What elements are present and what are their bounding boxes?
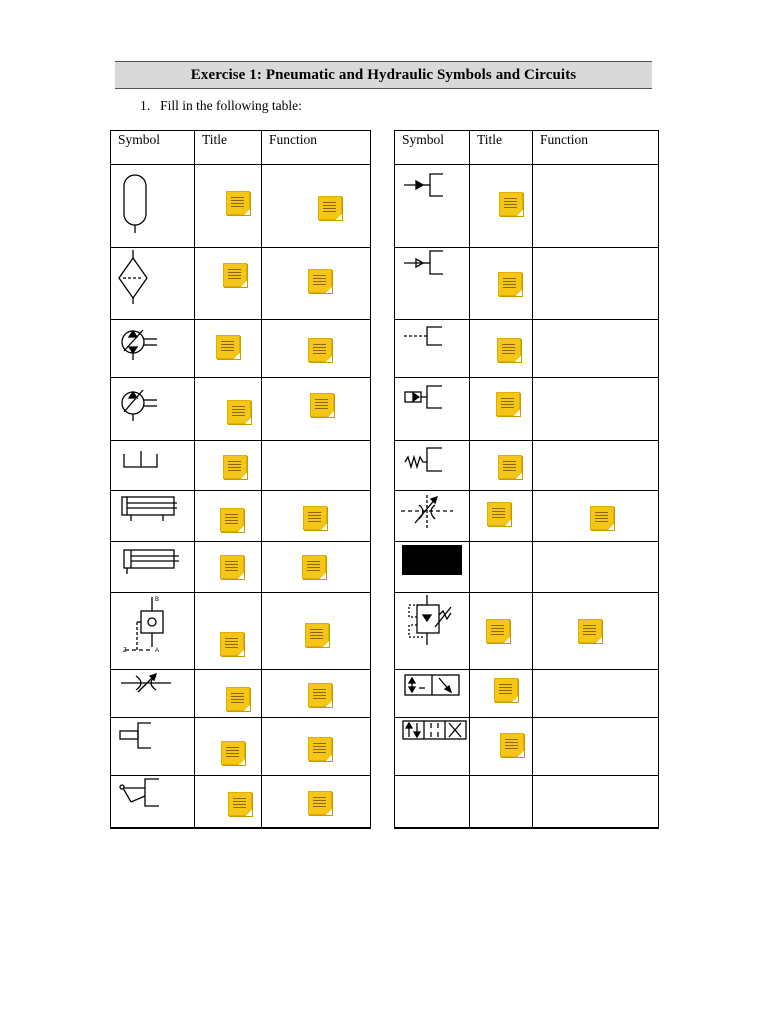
page-title-text: Exercise 1: Pneumatic and Hydraulic Symbols and Circuits: [190, 66, 577, 83]
sticky-note-icon[interactable]: [227, 400, 251, 424]
sticky-note-icon[interactable]: [487, 502, 511, 526]
sticky-note-icon[interactable]: [223, 455, 247, 479]
manual-actuator-icon: [111, 718, 195, 776]
table-row: [395, 718, 659, 776]
table-row: [395, 378, 659, 441]
table-row: [111, 248, 371, 320]
sticky-note-icon[interactable]: [578, 619, 602, 643]
table-row: [395, 776, 659, 828]
table-row: [395, 441, 659, 491]
sticky-note-icon[interactable]: [486, 619, 510, 643]
solenoid-pilot-icon: [395, 378, 470, 441]
pilot-line-icon: [395, 320, 470, 378]
variable-restrictor-icon: [111, 670, 195, 718]
sticky-note-icon[interactable]: [216, 335, 240, 359]
sticky-note-icon[interactable]: [499, 192, 523, 216]
col-header-title: Title: [470, 131, 533, 165]
sticky-note-icon[interactable]: [221, 741, 245, 765]
sticky-note-icon[interactable]: [590, 506, 614, 530]
svg-text:Z: Z: [123, 648, 127, 654]
svg-text:B: B: [155, 597, 160, 603]
sticky-note-icon[interactable]: [310, 393, 334, 417]
check-valve-icon: [111, 593, 195, 670]
empty-icon: [395, 776, 470, 828]
table-row: [111, 441, 371, 491]
sticky-note-icon[interactable]: [303, 506, 327, 530]
table-row: [111, 670, 371, 718]
sticky-note-icon[interactable]: [308, 338, 332, 362]
col-header-symbol: Symbol: [395, 131, 470, 165]
col-header-symbol: Symbol: [111, 131, 195, 165]
table-row: [395, 670, 659, 718]
filter-icon: [111, 248, 195, 320]
instruction-number: 1.: [140, 98, 151, 113]
table-row: [111, 378, 371, 441]
sticky-note-icon[interactable]: [308, 791, 332, 815]
sticky-note-icon[interactable]: [494, 678, 518, 702]
double-acting-cylinder-icon: [111, 491, 195, 542]
pneumatic-pilot-icon: [395, 248, 470, 320]
page-title: [115, 61, 652, 89]
sticky-note-icon[interactable]: [308, 737, 332, 761]
svg-text:A: A: [155, 648, 160, 654]
right-symbol-table: [394, 130, 659, 829]
table-row: [111, 320, 371, 378]
three-position-valve-icon: [395, 718, 470, 776]
sticky-note-icon[interactable]: [308, 269, 332, 293]
spring-return-icon: [395, 441, 470, 491]
variable-motor-icon: [111, 378, 195, 441]
sticky-note-icon[interactable]: [497, 338, 521, 362]
adjustable-valve-icon: [395, 491, 470, 542]
table-row: [111, 776, 371, 828]
pressure-relief-valve-icon: [395, 593, 470, 670]
table-row: [111, 542, 371, 593]
table-row: [111, 491, 371, 542]
sticky-note-icon[interactable]: [498, 455, 522, 479]
table-row: [111, 593, 371, 670]
col-header-function: Function: [533, 131, 659, 165]
sticky-note-icon[interactable]: [220, 555, 244, 579]
table-row: [111, 718, 371, 776]
sticky-note-icon[interactable]: [220, 508, 244, 532]
table-row: [111, 165, 371, 248]
single-rod-cylinder-icon: [111, 542, 195, 593]
table-row: [395, 165, 659, 248]
tank-icon: [111, 441, 195, 491]
pilot-pressure-icon: [395, 165, 470, 248]
table-row: [395, 491, 659, 542]
sticky-note-icon[interactable]: [302, 555, 326, 579]
sticky-note-icon[interactable]: [223, 263, 247, 287]
sticky-note-icon[interactable]: [496, 392, 520, 416]
sticky-note-icon[interactable]: [305, 623, 329, 647]
sticky-note-icon[interactable]: [226, 191, 250, 215]
lever-actuator-icon: [111, 776, 195, 828]
left-symbol-table: [110, 130, 371, 829]
sticky-note-icon[interactable]: [318, 196, 342, 220]
col-header-title: Title: [195, 131, 262, 165]
sticky-note-icon[interactable]: [226, 687, 250, 711]
sticky-note-icon[interactable]: [228, 792, 252, 816]
sticky-note-icon[interactable]: [500, 733, 524, 757]
table-row: [395, 593, 659, 670]
variable-pump-motor-icon: [111, 320, 195, 378]
sticky-note-icon[interactable]: [498, 272, 522, 296]
table-row: [395, 320, 659, 378]
pattern-symbol-icon: [395, 542, 470, 593]
instruction-text: Fill in the following table:: [160, 98, 302, 113]
table-row: [395, 248, 659, 320]
instruction: [140, 98, 302, 114]
sticky-note-icon[interactable]: [308, 683, 332, 707]
two-way-valve-icon: [395, 670, 470, 718]
accumulator-icon: [111, 165, 195, 248]
sticky-note-icon[interactable]: [220, 632, 244, 656]
col-header-function: Function: [262, 131, 371, 165]
table-row: [395, 542, 659, 593]
